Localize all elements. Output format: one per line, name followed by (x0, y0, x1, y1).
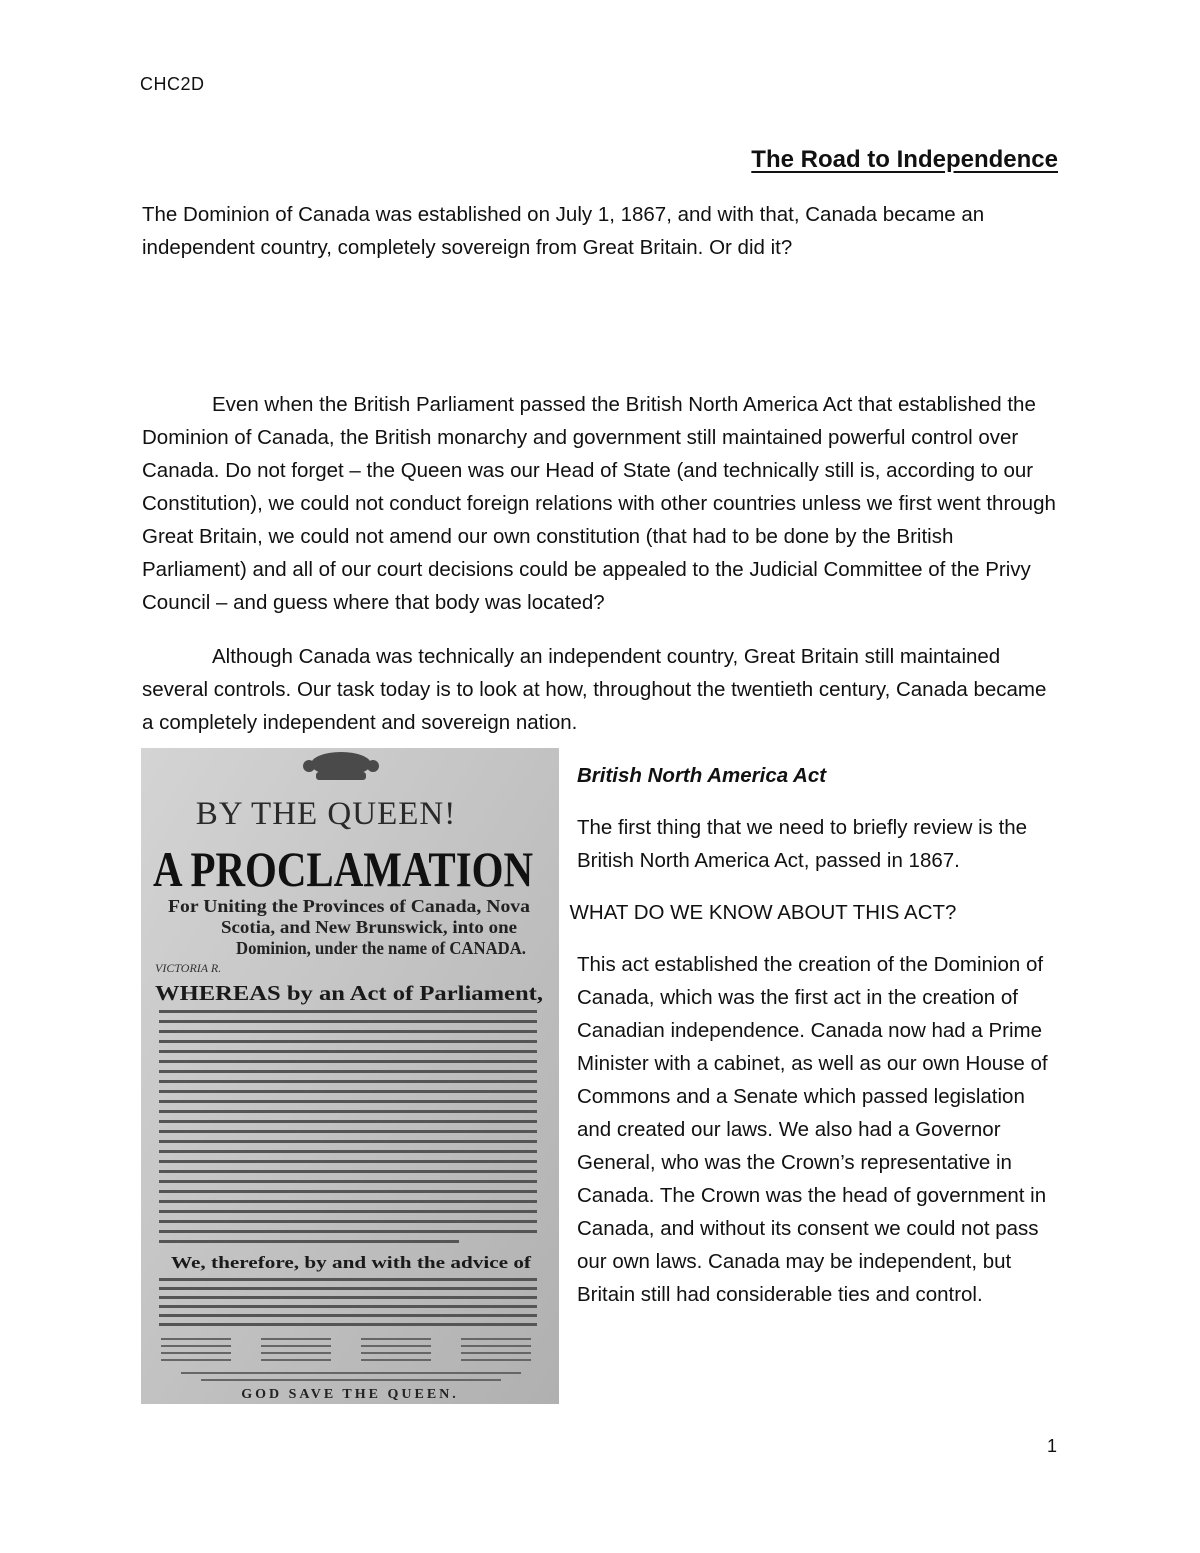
page-title: The Road to Independence (751, 146, 1058, 173)
poster-footer: GOD SAVE THE QUEEN. (241, 1387, 459, 1402)
poster-subtitle-1: For Uniting the Provinces of Canada, Nova (168, 896, 530, 916)
section-intro: The first thing that we need to briefly review is the British North America Act, passed in 1867. (577, 816, 1028, 872)
section-heading: British North America Act (577, 764, 827, 787)
poster-line-1: BY THE QUEEN! (195, 796, 457, 832)
section-body: This act established the creation of the Dominion of Canada, which was the first act in the creation of Canadian independence. Canada now had a Prime Minister with a cabinet, as well as our own House of Commons and a Senate which passed legislation and created our laws. We also had a Governor General, who was the Crown’s representative in Canada. The Crown was the head of government in Canada, and without its consent we could not pass our own laws. Canada may be independent, but Britain still had considerable ties and control. (577, 953, 1048, 1306)
course-code-header: CHC2D (140, 74, 205, 94)
poster-subtitle-2: Scotia, and New Brunswick, into one (221, 917, 518, 937)
proclamation-poster-image (141, 748, 559, 1404)
body-paragraph-2: Although Canada was technically an independent country, Great Britain still maintained several controls. Our task today is to look at how, throughout the twentieth century, Canada became a completely independent and sovereign nation. (142, 645, 1047, 734)
poster-whereas: WHEREAS by an Act of Parliament, (155, 981, 543, 1005)
poster-line-2: A PROCLAMATION (153, 841, 533, 897)
section-question: WHAT DO WE KNOW ABOUT THIS ACT? (569, 901, 957, 924)
intro-paragraph: The Dominion of Canada was established on July 1, 1867, and with that, Canada became an independent country, completely sovereign from Great Britain. Or did it? (142, 203, 985, 259)
poster-therefore: We, therefore, by and with the advice of (171, 1253, 532, 1272)
poster-subtitle-3: Dominion, under the name of CANADA. (236, 938, 526, 958)
poster-signature: VICTORIA R. (155, 961, 222, 975)
body-paragraph-1: Even when the British Parliament passed the British North America Act that established the Dominion of Canada, the British monarchy and government still maintained powerful control over Canada. Do not forget – the Queen was our Head of State (and technically still is, according to our Constitution), we could not conduct foreign relations with other countries unless we first went through Great Britain, we could not amend our own constitution (that had to be done by the British Parliament) and all of our court decisions could be appealed to the Judicial Committee of the Privy Council – and guess where that body was located? (142, 393, 1056, 614)
page-number: 1 (1046, 1436, 1057, 1456)
